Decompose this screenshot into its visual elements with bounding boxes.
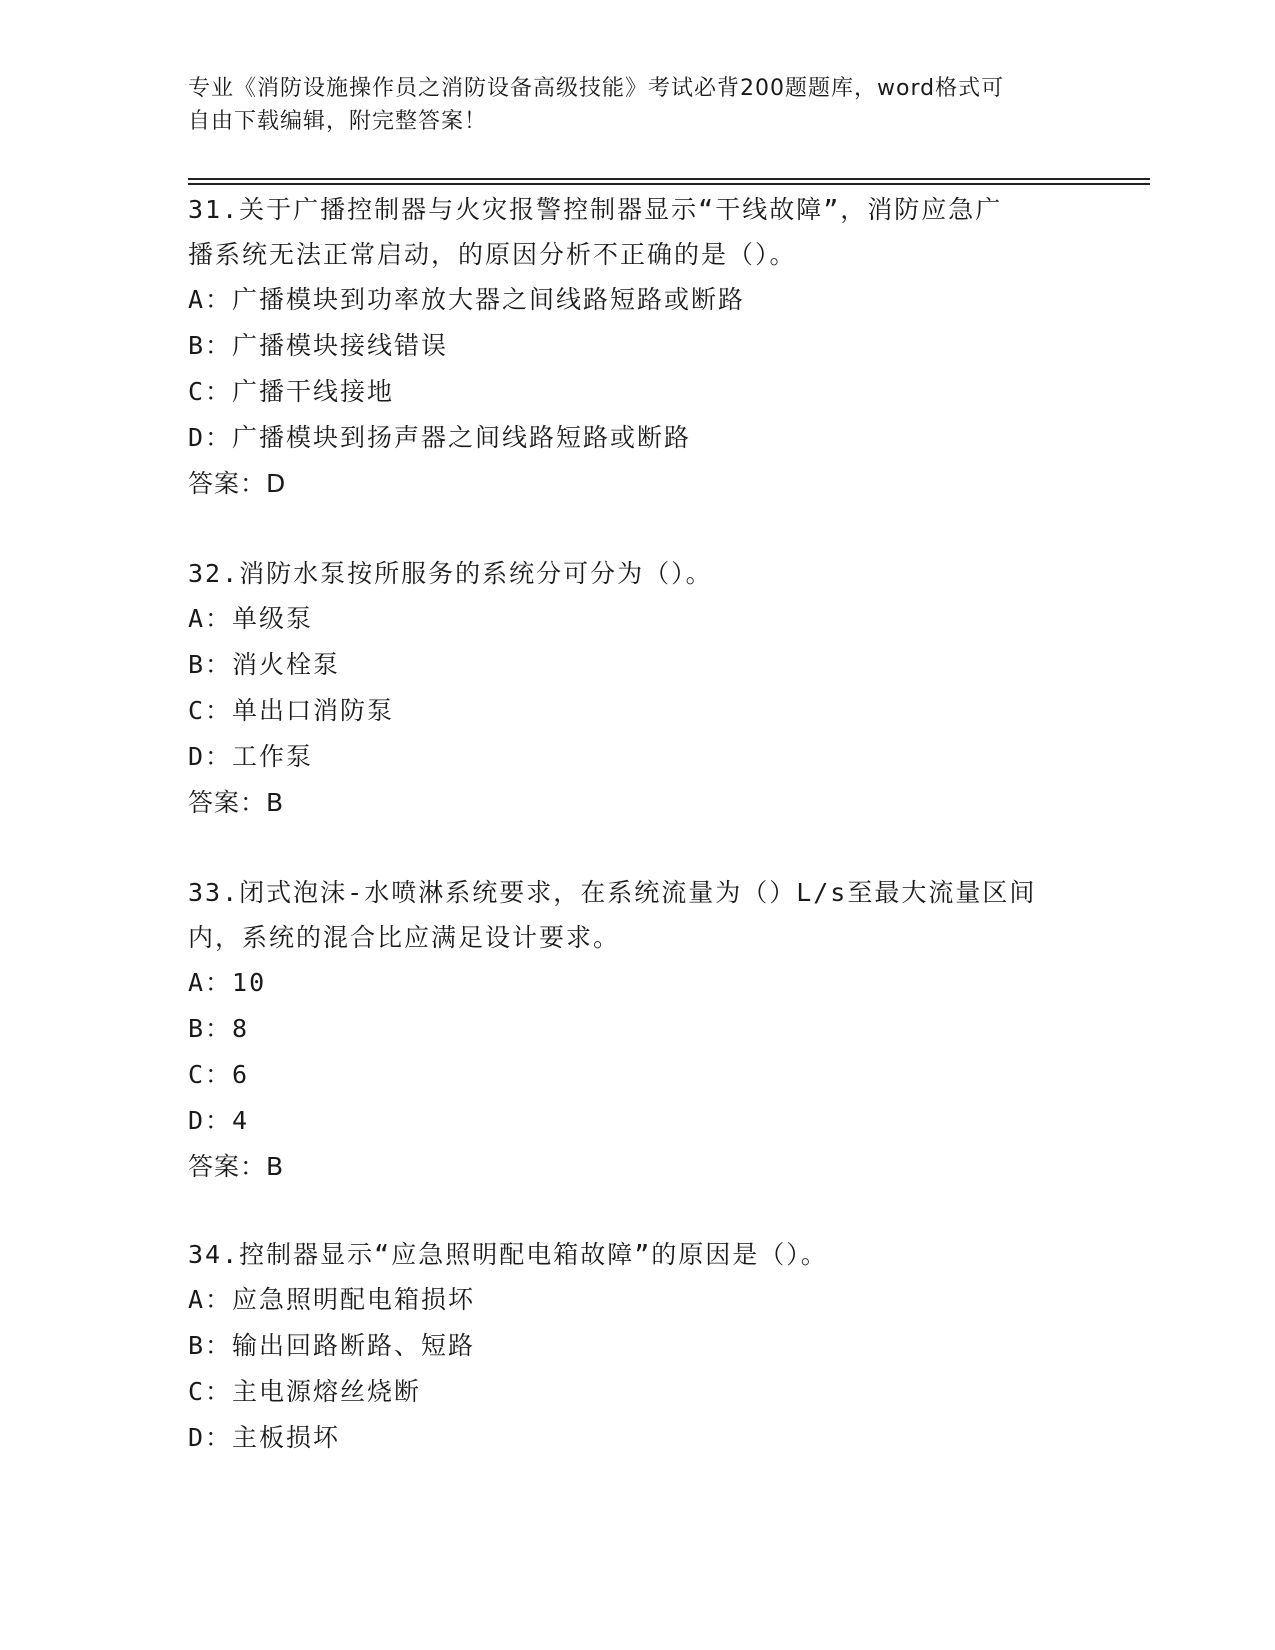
question-stem bbox=[188, 551, 1088, 596]
option-a: A：应急照明配电箱损坏 bbox=[188, 1285, 476, 1314]
option-c: C：单出口消防泵 bbox=[188, 696, 395, 725]
header-line-1: 专业《消防设施操作员之消防设备高级技能》考试必背200题题库，word格式可 bbox=[188, 76, 1005, 101]
header-line-2: 自由下载编辑，附完整答案！ bbox=[188, 109, 488, 134]
option-d: D：主板损坏 bbox=[188, 1423, 341, 1452]
answer: 答案：B bbox=[188, 1152, 285, 1181]
option-c: C：广播干线接地 bbox=[188, 377, 395, 406]
question-stem-line: 内，系统的混合比应满足设计要求。 bbox=[188, 923, 621, 952]
option-c: C：主电源熔丝烧断 bbox=[188, 1377, 422, 1406]
option-b: B：8 bbox=[188, 1014, 250, 1043]
option-d: D：工作泵 bbox=[188, 742, 314, 771]
question-34 bbox=[188, 1232, 1088, 1461]
header-divider-top bbox=[188, 178, 1150, 180]
option-b: B：输出回路断路、短路 bbox=[188, 1331, 476, 1360]
question-31 bbox=[188, 187, 1088, 507]
option-b: B：广播模块接线错误 bbox=[188, 331, 449, 360]
document-header bbox=[188, 72, 1068, 138]
answer: 答案：B bbox=[188, 788, 285, 817]
option-a: A：10 bbox=[188, 968, 267, 997]
question-stem-line: 31.关于广播控制器与火灾报警控制器显示“干线故障”，消防应急广 bbox=[188, 195, 1003, 224]
option-d: D：4 bbox=[188, 1106, 250, 1135]
option-a: A：单级泵 bbox=[188, 604, 314, 633]
question-stem-line: 34.控制器显示“应急照明配电箱故障”的原因是（）。 bbox=[188, 1240, 828, 1269]
question-stem bbox=[188, 870, 1088, 960]
question-33 bbox=[188, 870, 1088, 1190]
option-a: A：广播模块到功率放大器之间线路短路或断路 bbox=[188, 285, 746, 314]
option-d: D：广播模块到扬声器之间线路短路或断路 bbox=[188, 423, 692, 452]
question-stem bbox=[188, 187, 1088, 277]
answer: 答案：D bbox=[188, 469, 287, 498]
question-stem-line: 32.消防水泵按所服务的系统分可分为（）。 bbox=[188, 559, 713, 588]
option-c: C：6 bbox=[188, 1060, 250, 1089]
question-stem-line: 播系统无法正常启动，的原因分析不正确的是（）。 bbox=[188, 240, 797, 269]
question-stem bbox=[188, 1232, 1088, 1277]
header-divider-bottom bbox=[188, 183, 1150, 185]
option-b: B：消火栓泵 bbox=[188, 650, 341, 679]
question-32 bbox=[188, 551, 1088, 826]
question-stem-line: 33.闭式泡沫-水喷淋系统要求，在系统流量为（）L/s至最大流量区间 bbox=[188, 878, 1037, 907]
